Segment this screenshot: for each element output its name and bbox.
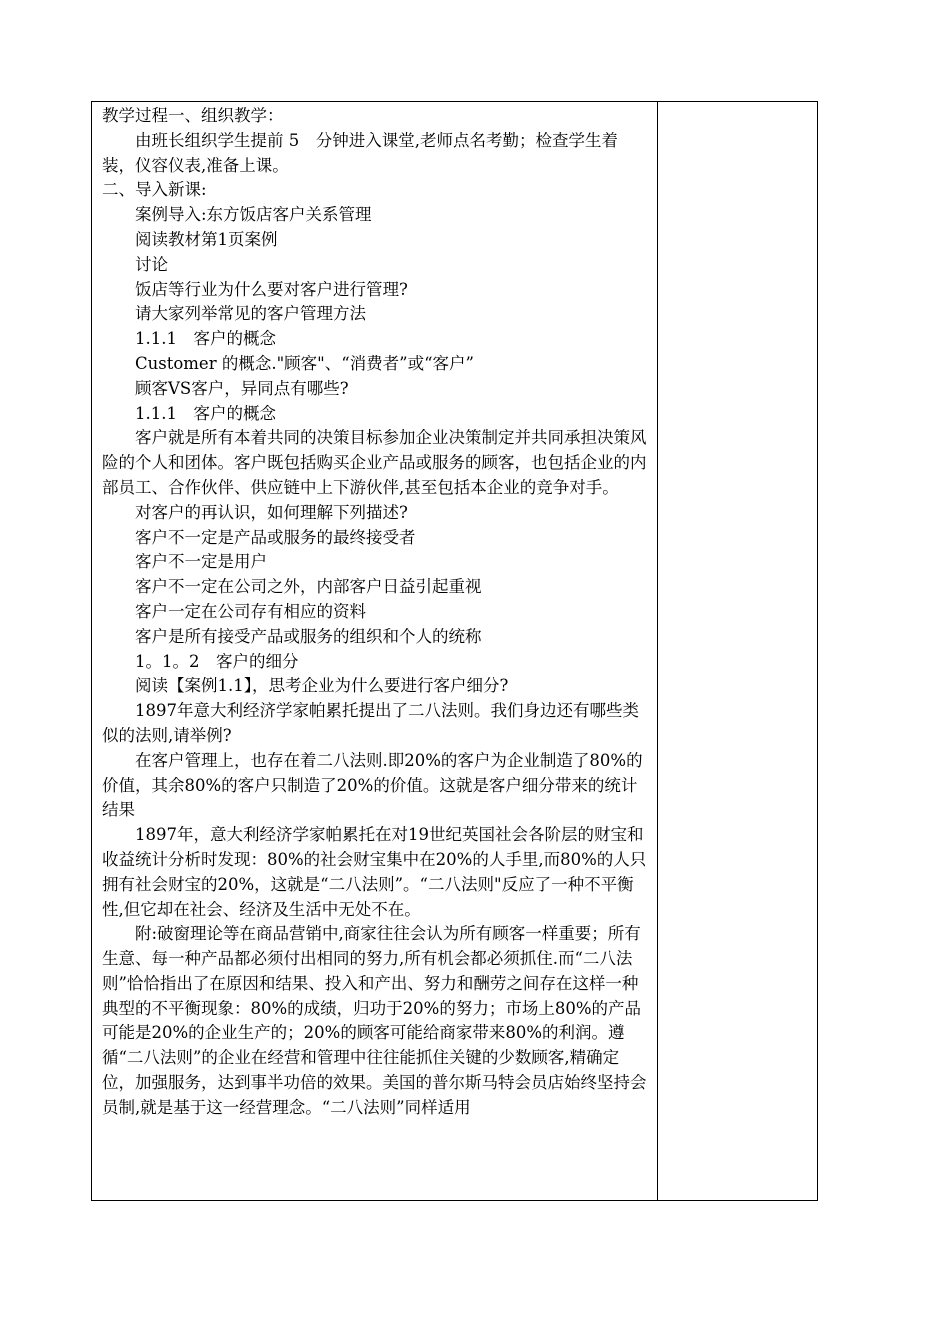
paragraph: 附:破窗理论等在商品营销中,商家往往会认为所有顾客一样重要；所有生意、每一种产品都必须付出相同的努力,所有机会都必须抓住.而“二八法则”恰恰指出了在原因和结果、投入和产出、努力和酬劳之间存在这样一种典型的不平衡现象：80%的成绩，归功于20%的努力；市场上80%的产品可能是20%的企业生产的；20%的顾客可能给商家带来80%的利润。遵循“二八法则”的企业在经营和管理中往往能抓住关键的少数顾客,精确定位，加强服务，达到事半功倍的效果。美国的普尔斯马特会员店始终坚持会员制,就是基于这一经营理念。“二八法则”同样适用 — [102, 924, 647, 1117]
notes-cell — [658, 102, 817, 1200]
paragraph: Customer 的概念."顾客"、“消费者”或“客户” — [135, 353, 474, 373]
lesson-plan-table — [91, 101, 818, 1201]
paragraph: 客户不一定在公司之外，内部客户日益引起重视 — [135, 577, 482, 597]
paragraph: 由班长组织学生提前 5 分钟进入课堂,老师点名考勤；检查学生着装，仪容仪表,准备上课。 — [102, 130, 618, 175]
paragraph: 1。1。2 客户的细分 — [135, 651, 299, 671]
paragraph: 客户一定在公司存有相应的资料 — [135, 601, 366, 621]
paragraph: 讨论 — [135, 254, 168, 274]
teaching-process-cell — [102, 104, 650, 1121]
paragraph: 教学过程一、组织教学： — [102, 106, 284, 125]
paragraph: 1897年，意大利经济学家帕累托在对19世纪英国社会各阶层的财宝和收益统计分析时发现：80%的社会财宝集中在20%的人手里,而80%的人只拥有社会财宝的20%，这就是“二八法则”。“二八法则"反应了一种不平衡性,但它却在社会、经济及生活中无处不在。 — [102, 825, 647, 919]
paragraph: 阅读教材第1页案例 — [135, 229, 278, 249]
paragraph: 请大家列举常见的客户管理方法 — [135, 304, 366, 324]
paragraph: 在客户管理上，也存在着二八法则.即20%的客户为企业制造了80%的价值，其余80%的客户只制造了20%的价值。这就是客户细分带来的统计结果 — [102, 750, 643, 820]
paragraph: 客户是所有接受产品或服务的组织和个人的统称 — [135, 626, 482, 646]
paragraph: 1.1.1 客户的概念 — [135, 403, 276, 423]
paragraph: 案例导入:东方饭店客户关系管理 — [135, 205, 372, 225]
paragraph: 对客户的再认识，如何理解下列描述? — [135, 502, 408, 522]
paragraph: 饭店等行业为什么要对客户进行管理? — [135, 279, 408, 299]
paragraph: 顾客VS客户，异同点有哪些? — [135, 378, 349, 398]
paragraph: 二、导入新课: — [102, 180, 207, 200]
paragraph: 客户不一定是用户 — [135, 552, 267, 572]
paragraph: 1.1.1 客户的概念 — [135, 329, 276, 349]
paragraph: 客户不一定是产品或服务的最终接受者 — [135, 527, 416, 547]
paragraph: 1897年意大利经济学家帕累托提出了二八法则。我们身边还有哪些类似的法则,请举例? — [102, 701, 639, 745]
paragraph: 阅读【案例1.1】，思考企业为什么要进行客户细分? — [135, 676, 509, 696]
paragraph: 客户就是所有本着共同的决策目标参加企业决策制定并共同承担决策风险的个人和团体。客户既包括购买企业产品或服务的顾客，也包括企业的内部员工、合作伙伴、供应链中上下游伙伴,甚至包括本企业的竞争对手。 — [102, 428, 647, 497]
